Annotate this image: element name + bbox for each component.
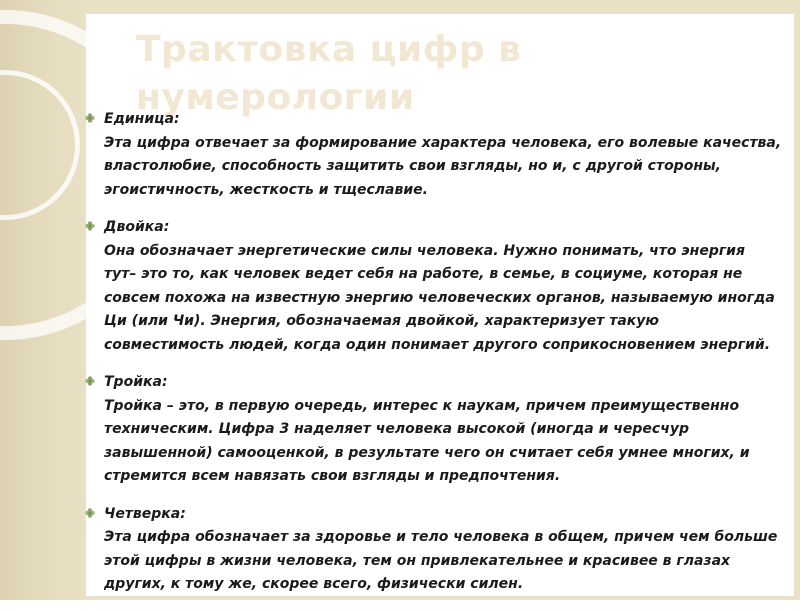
item-heading: Единица: [104,111,180,127]
list-item [82,216,782,357]
item-heading: Двойка: [104,219,170,235]
flower-bullet-icon [85,508,95,518]
item-text: Она обозначает энергетические силы человека. Нужно понимать, что энергия тут– это то, как человек ведет себя на работе, в семье, в социуме, которая не совсем похожа на известную энергию человеческих органов, называемую иногда Ци (или Чи). Энергия, обозначаемая двойкой, характеризует такую совместимость людей, когда один понимает другого соприкосновением энергий. [104,242,775,353]
flower-bullet-icon [85,113,95,123]
list-item [82,503,782,597]
item-text: Тройка – это, в первую очередь, интерес к наукам, причем преимущественно техническим. Цифра 3 наделяет человека высокой (иногда и чересчур завышенной) самооценкой, в результате чего он считает себя умнее многих, и стремится всем навязать свои взгляды и предпочтения. [104,397,750,484]
list-item [82,108,782,202]
numerology-list [82,108,782,611]
item-text: Эта цифра отвечает за формирование характера человека, его волевые качества, властолюбие, способность защитить свои взгляды, но и, с другой стороны, эгоистичность, жесткость и тщеславие. [104,134,782,198]
item-text: Эта цифра обозначает за здоровье и тело человека в общем, причем чем больше этой цифры в жизни человека, тем он привлекательнее и красивее в глазах других, к тому же, скорее всего, физически силен. [104,529,778,592]
flower-bullet-icon [85,376,95,386]
item-heading: Четверка: [104,505,186,522]
list-item [82,371,782,489]
item-heading: Тройка: [104,374,168,390]
flower-bullet-icon [85,221,95,231]
slide-title: Трактовка цифр в нумерологии [136,29,522,118]
